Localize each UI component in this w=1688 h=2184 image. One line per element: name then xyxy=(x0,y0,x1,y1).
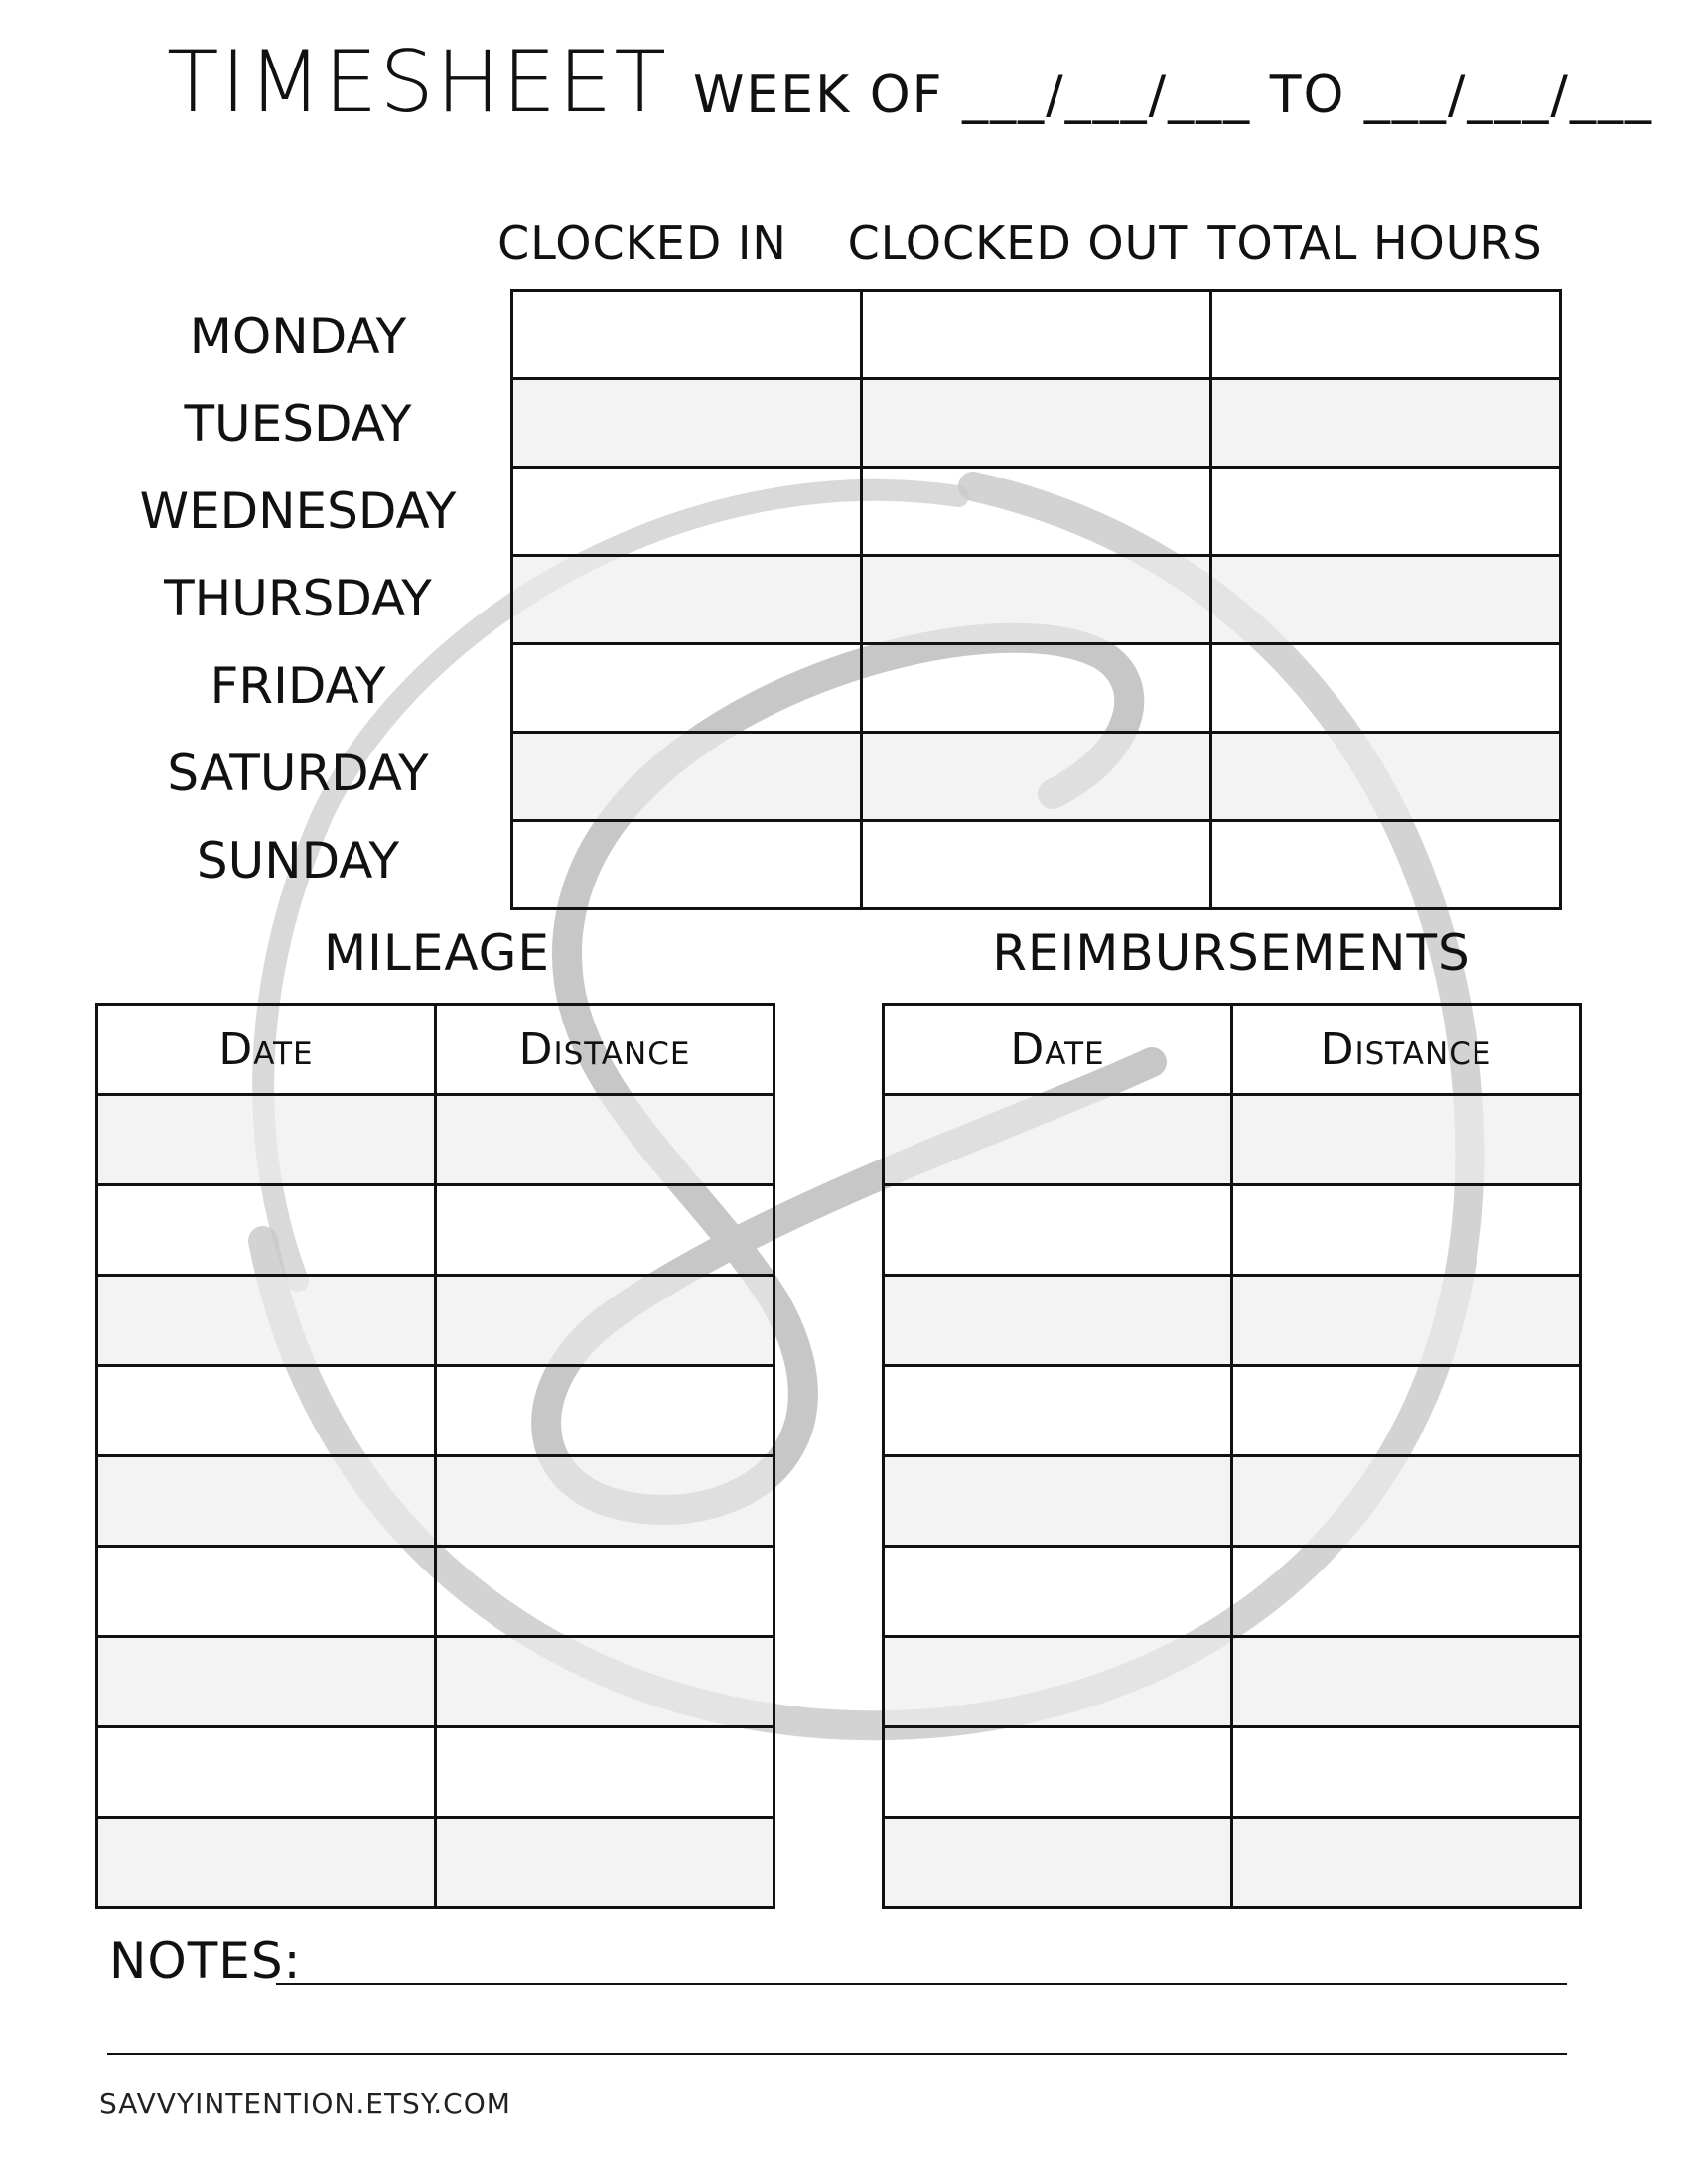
date-cell[interactable] xyxy=(884,1727,1232,1818)
table-row xyxy=(97,1276,774,1366)
distance-cell[interactable] xyxy=(1232,1727,1581,1818)
table-header-row xyxy=(884,1005,1581,1095)
distance-cell[interactable] xyxy=(436,1185,774,1276)
date-cell[interactable] xyxy=(97,1456,436,1547)
table-row xyxy=(884,1818,1581,1908)
table-row xyxy=(512,733,1561,821)
distance-cell[interactable] xyxy=(436,1456,774,1547)
distance-cell[interactable] xyxy=(436,1547,774,1637)
clocked-in-cell[interactable] xyxy=(512,556,862,644)
date-cell[interactable] xyxy=(97,1095,436,1185)
table-row xyxy=(884,1456,1581,1547)
table-row xyxy=(884,1276,1581,1366)
week-of-range: WEEK OF ___/___/___ TO ___/___/___ xyxy=(693,66,1653,125)
date-cell[interactable] xyxy=(884,1637,1232,1727)
date-cell[interactable] xyxy=(884,1366,1232,1456)
reimbursements-date-header: Date xyxy=(884,1005,1232,1095)
day-label-sunday: SUNDAY xyxy=(196,832,400,889)
date-cell[interactable] xyxy=(97,1727,436,1818)
table-row xyxy=(512,821,1561,909)
day-label-saturday: SATURDAY xyxy=(167,745,429,802)
mileage-date-header: Date xyxy=(97,1005,436,1095)
distance-cell[interactable] xyxy=(1232,1637,1581,1727)
notes-line-2[interactable] xyxy=(107,2053,1567,2055)
date-cell[interactable] xyxy=(884,1095,1232,1185)
date-cell[interactable] xyxy=(97,1366,436,1456)
table-row xyxy=(97,1095,774,1185)
day-label-wednesday: WEDNESDAY xyxy=(139,482,457,540)
date-cell[interactable] xyxy=(97,1185,436,1276)
table-row xyxy=(97,1637,774,1727)
total-hours-cell[interactable] xyxy=(1211,556,1561,644)
clocked-in-cell[interactable] xyxy=(512,468,862,556)
clocked-out-cell[interactable] xyxy=(862,291,1211,379)
reimbursements-table xyxy=(882,1003,1582,1909)
distance-cell[interactable] xyxy=(436,1637,774,1727)
column-header-total-hours: TOTAL HOURS xyxy=(1207,216,1543,270)
date-cell[interactable] xyxy=(884,1185,1232,1276)
reimbursements-title: REIMBURSEMENTS xyxy=(992,924,1471,982)
date-cell[interactable] xyxy=(97,1637,436,1727)
table-row xyxy=(97,1366,774,1456)
distance-cell[interactable] xyxy=(436,1276,774,1366)
distance-cell[interactable] xyxy=(1232,1185,1581,1276)
distance-cell[interactable] xyxy=(1232,1276,1581,1366)
table-row xyxy=(884,1095,1581,1185)
clocked-out-cell[interactable] xyxy=(862,733,1211,821)
date-cell[interactable] xyxy=(97,1818,436,1908)
total-hours-cell[interactable] xyxy=(1211,468,1561,556)
clocked-out-cell[interactable] xyxy=(862,556,1211,644)
table-row xyxy=(512,468,1561,556)
clocked-out-cell[interactable] xyxy=(862,468,1211,556)
distance-cell[interactable] xyxy=(436,1818,774,1908)
table-row xyxy=(512,556,1561,644)
clocked-in-cell[interactable] xyxy=(512,733,862,821)
mileage-table xyxy=(95,1003,775,1909)
clocked-in-cell[interactable] xyxy=(512,644,862,733)
clocked-in-cell[interactable] xyxy=(512,291,862,379)
day-label-friday: FRIDAY xyxy=(210,657,386,715)
table-row xyxy=(884,1637,1581,1727)
distance-cell[interactable] xyxy=(1232,1095,1581,1185)
date-cell[interactable] xyxy=(884,1547,1232,1637)
date-cell[interactable] xyxy=(97,1276,436,1366)
table-row xyxy=(884,1366,1581,1456)
date-cell[interactable] xyxy=(97,1547,436,1637)
table-row xyxy=(97,1456,774,1547)
table-row xyxy=(512,644,1561,733)
distance-cell[interactable] xyxy=(436,1095,774,1185)
day-label-thursday: THURSDAY xyxy=(164,570,432,627)
table-row xyxy=(884,1727,1581,1818)
clocked-out-cell[interactable] xyxy=(862,644,1211,733)
distance-cell[interactable] xyxy=(436,1727,774,1818)
reimbursements-distance-header: Distance xyxy=(1232,1005,1581,1095)
table-row xyxy=(97,1727,774,1818)
notes-line-1[interactable] xyxy=(276,1983,1567,1985)
table-row xyxy=(884,1185,1581,1276)
table-row xyxy=(512,291,1561,379)
table-row xyxy=(512,379,1561,468)
distance-cell[interactable] xyxy=(1232,1547,1581,1637)
footer-url: SAVVYINTENTION.ETSY.COM xyxy=(99,2087,511,2119)
date-cell[interactable] xyxy=(884,1818,1232,1908)
total-hours-cell[interactable] xyxy=(1211,379,1561,468)
date-cell[interactable] xyxy=(884,1456,1232,1547)
total-hours-cell[interactable] xyxy=(1211,644,1561,733)
date-cell[interactable] xyxy=(884,1276,1232,1366)
table-header-row xyxy=(97,1005,774,1095)
table-row xyxy=(884,1547,1581,1637)
mileage-title: MILEAGE xyxy=(324,924,550,982)
table-row xyxy=(97,1547,774,1637)
clocked-in-cell[interactable] xyxy=(512,379,862,468)
column-header-clocked-in: CLOCKED IN xyxy=(497,216,787,270)
timesheet-table xyxy=(510,289,1562,910)
clocked-in-cell[interactable] xyxy=(512,821,862,909)
column-header-clocked-out: CLOCKED OUT xyxy=(847,216,1189,270)
day-label-tuesday: TUESDAY xyxy=(184,395,412,453)
mileage-distance-header: Distance xyxy=(436,1005,774,1095)
total-hours-cell[interactable] xyxy=(1211,733,1561,821)
distance-cell[interactable] xyxy=(1232,1456,1581,1547)
total-hours-cell[interactable] xyxy=(1211,291,1561,379)
notes-label: NOTES: xyxy=(109,1932,302,1989)
table-row xyxy=(97,1818,774,1908)
page-title: TIMESHEET xyxy=(167,33,668,132)
distance-cell[interactable] xyxy=(1232,1818,1581,1908)
table-row xyxy=(97,1185,774,1276)
total-hours-cell[interactable] xyxy=(1211,821,1561,909)
clocked-out-cell[interactable] xyxy=(862,379,1211,468)
distance-cell[interactable] xyxy=(436,1366,774,1456)
clocked-out-cell[interactable] xyxy=(862,821,1211,909)
distance-cell[interactable] xyxy=(1232,1366,1581,1456)
day-label-monday: MONDAY xyxy=(189,308,407,365)
